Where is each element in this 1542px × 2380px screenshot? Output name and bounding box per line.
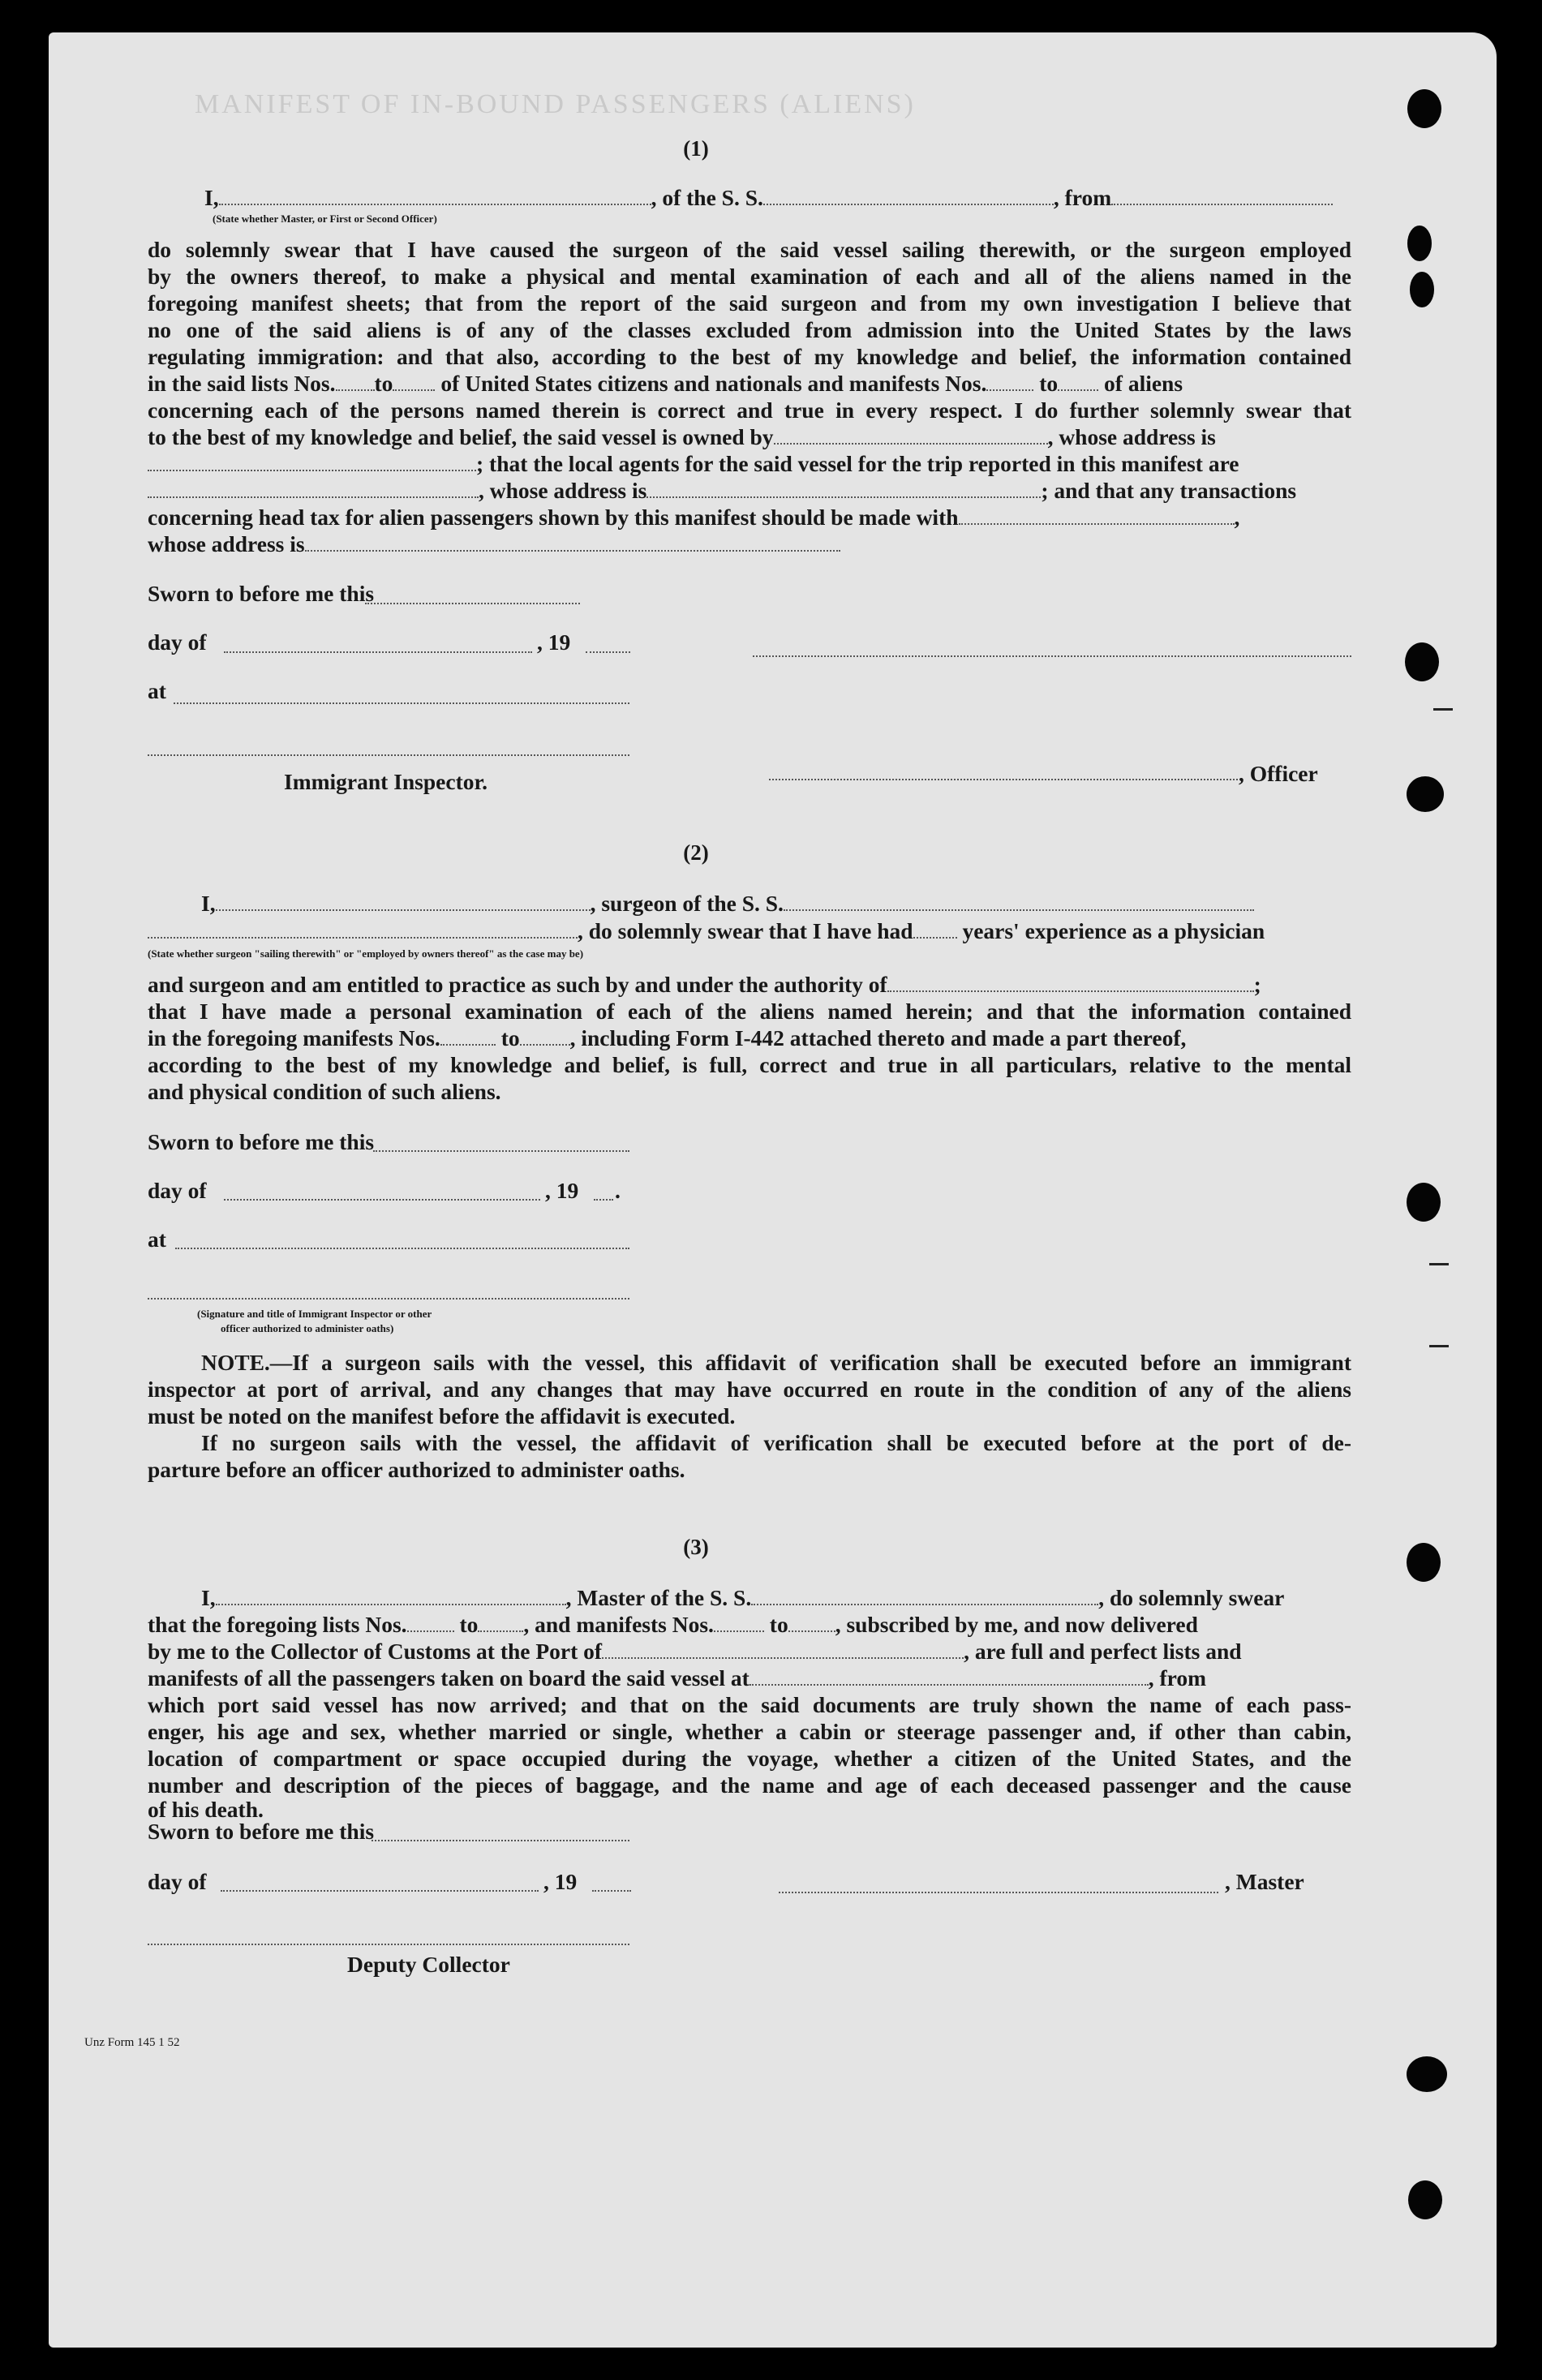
s1-at-label: at [148,678,166,703]
form-number: Unz Form 145 1 52 [84,2036,180,2049]
margin-tick [1429,1263,1449,1265]
s2-para-line: and physical condition of such aliens. [148,1079,501,1104]
s2-authority-line: and surgeon and am entitled to practice as such by and under the authority of ; [148,972,1261,997]
punch-hole [1407,776,1444,812]
s1-inspector-blank [148,754,629,756]
s3-master-label: , Master [1225,1869,1304,1894]
s2-manifests-line: in the foregoing manifests Nos. to , including Form I-442 attached thereto and made a part thereof, [148,1025,1187,1050]
s1-sworn-blank [365,603,580,604]
s2-sworn-label: Sworn to before me this [148,1129,375,1154]
punch-hole [1410,272,1434,307]
s1-lists-line: in the said lists Nos. to of United States citizens and nationals and manifests Nos. to of aliens [148,371,1183,396]
s3-deputy-blank [148,1944,629,1945]
s1-para-line: concerning each of the persons named therein is correct and true in every respect. I do further solemnly swear that [148,397,1351,423]
margin-tick [1429,1345,1449,1347]
s1-headtax-line: concerning head tax for alien passengers shown by this manifest should be made with , [148,505,1240,530]
s3-para-line: which port said vessel has now arrived; and that on the said documents are truly shown the name of each pass- [148,1692,1351,1717]
s3-day-label: day of [148,1869,207,1894]
s1-para-line: by the owners thereof, to make a physical and mental examination of each and all of the aliens named in the [148,264,1351,289]
s3-line-1: I, , Master of the S. S. , do solemnly swear [201,1585,1285,1610]
s2-period: . [615,1178,621,1203]
punch-hole [1407,1183,1441,1222]
punch-hole [1408,2180,1442,2219]
punch-hole [1407,89,1441,128]
s3-year-blank [592,1890,631,1892]
section-1-label: (1) [683,136,709,161]
s3-deputy-label: Deputy Collector [347,1952,510,1977]
faded-header: MANIFEST OF IN-BOUND PASSENGERS (ALIENS) [195,89,916,119]
s3-para-line: number and description of the pieces of baggage, and the name and age of each deceased passenger and the cause [148,1772,1351,1798]
s3-master-blank [779,1892,1218,1893]
s1-para-line: do solemnly swear that I have caused the surgeon of the said vessel sailing therewith, or the surgeon employed [148,237,1351,262]
s2-signature-note: (Signature and title of Immigrant Inspector or other [197,1308,432,1320]
s1-officer-note: (State whether Master, or First or Second Officer) [213,213,437,225]
punch-hole [1407,2056,1447,2092]
margin-tick [1433,708,1453,711]
s3-para-line: enger, his age and sex, whether married or single, whether a cabin or steerage passenger and, if other than cabin, [148,1719,1351,1744]
s1-agent-address-line: , whose address is ; and that any transactions [148,478,1351,504]
s3-lists-line: that the foregoing lists Nos. to , and manifests Nos. to , subscribed by me, and now delivered [148,1612,1198,1637]
s3-sworn-blank [372,1840,629,1841]
punch-hole [1407,1543,1441,1582]
s2-year-blank [594,1199,613,1201]
s2-at-label: at [148,1227,166,1252]
s2-signature-note: officer authorized to administer oaths) [221,1322,394,1334]
s1-para-line: no one of the said aliens is of any of the classes excluded from admission into the United States by the laws [148,317,1351,342]
section-3-label: (3) [683,1535,709,1559]
s2-note-line: inspector at port of arrival, and any changes that may have occurred en route in the condition of any of the aliens [148,1377,1351,1402]
s1-inspector-label: Immigrant Inspector. [284,769,488,794]
s2-signature-blank [148,1298,629,1300]
s2-at-blank [175,1248,629,1249]
s2-surgeon-note: (State whether surgeon "sailing therewith" or "employed by owners thereof" as the case may be) [148,947,584,960]
s1-owner-line: to the best of my knowledge and belief, the said vessel is owned by , whose address is [148,424,1216,449]
punch-hole [1407,226,1432,261]
s3-port-line: by me to the Collector of Customs at the Port of , are full and perfect lists and [148,1639,1242,1664]
s1-signature-blank [753,655,1351,657]
s3-para-line: location of compartment or space occupied during the voyage, whether a citizen of the United States, and the [148,1746,1351,1771]
punch-hole [1405,642,1439,681]
s3-vessel-line: manifests of all the passengers taken on board the said vessel at , from [148,1665,1207,1690]
s1-year-label: , 19 [537,629,571,655]
s2-line-1: I, , surgeon of the S. S. [148,891,1351,917]
s3-day-blank [221,1890,539,1892]
s3-sworn-label: Sworn to before me this [148,1819,375,1844]
s1-year-blank [586,651,630,653]
s1-para-line: regulating immigration: and that also, according to the best of my knowledge and belief, the information contained [148,344,1351,369]
s2-note-line: NOTE.—If a surgeon sails with the vessel, this affidavit of verification shall be executed before an immigrant [201,1350,1351,1375]
s2-day-label: day of [148,1178,207,1203]
s2-day-blank [224,1199,540,1201]
s2-year-label: , 19 [545,1178,579,1203]
s2-para-line: according to the best of my knowledge and belief, is full, correct and true in all particulars, relative to the mental [148,1052,1351,1077]
s2-note-line: parture before an officer authorized to administer oaths. [148,1457,685,1482]
s2-line-2: , do solemnly swear that I have had years' experience as a physician [148,918,1351,944]
s3-para-line: of his death. [148,1797,264,1822]
s1-agents-line: ; that the local agents for the said vessel for the trip reported in this manifest are [148,451,1351,477]
s1-officer-label: , Officer [1239,761,1318,786]
s1-officer-blank [769,779,1238,780]
s2-para-line: that I have made a personal examination of each of the aliens named herein; and that the information contained [148,999,1351,1024]
s3-year-label: , 19 [543,1869,578,1894]
s1-para-line: foregoing manifest sheets; that from the report of the said surgeon and from my own investigation I believe that [148,290,1351,316]
document-page [49,32,1497,2348]
s2-note-line: If no surgeon sails with the vessel, the affidavit of verification shall be executed before at the port of de- [201,1430,1351,1455]
s1-address-line: whose address is [148,531,1351,557]
section-2-label: (2) [683,840,709,865]
s2-sworn-blank [373,1150,629,1152]
s2-note-line: must be noted on the manifest before the affidavit is executed. [148,1403,736,1428]
s1-day-blank [224,651,532,653]
s1-line-1: I, , of the S. S. , from [148,185,1351,211]
s1-at-blank [174,702,629,704]
s1-sworn-label: Sworn to before me this [148,581,375,606]
s1-day-label: day of [148,629,207,655]
